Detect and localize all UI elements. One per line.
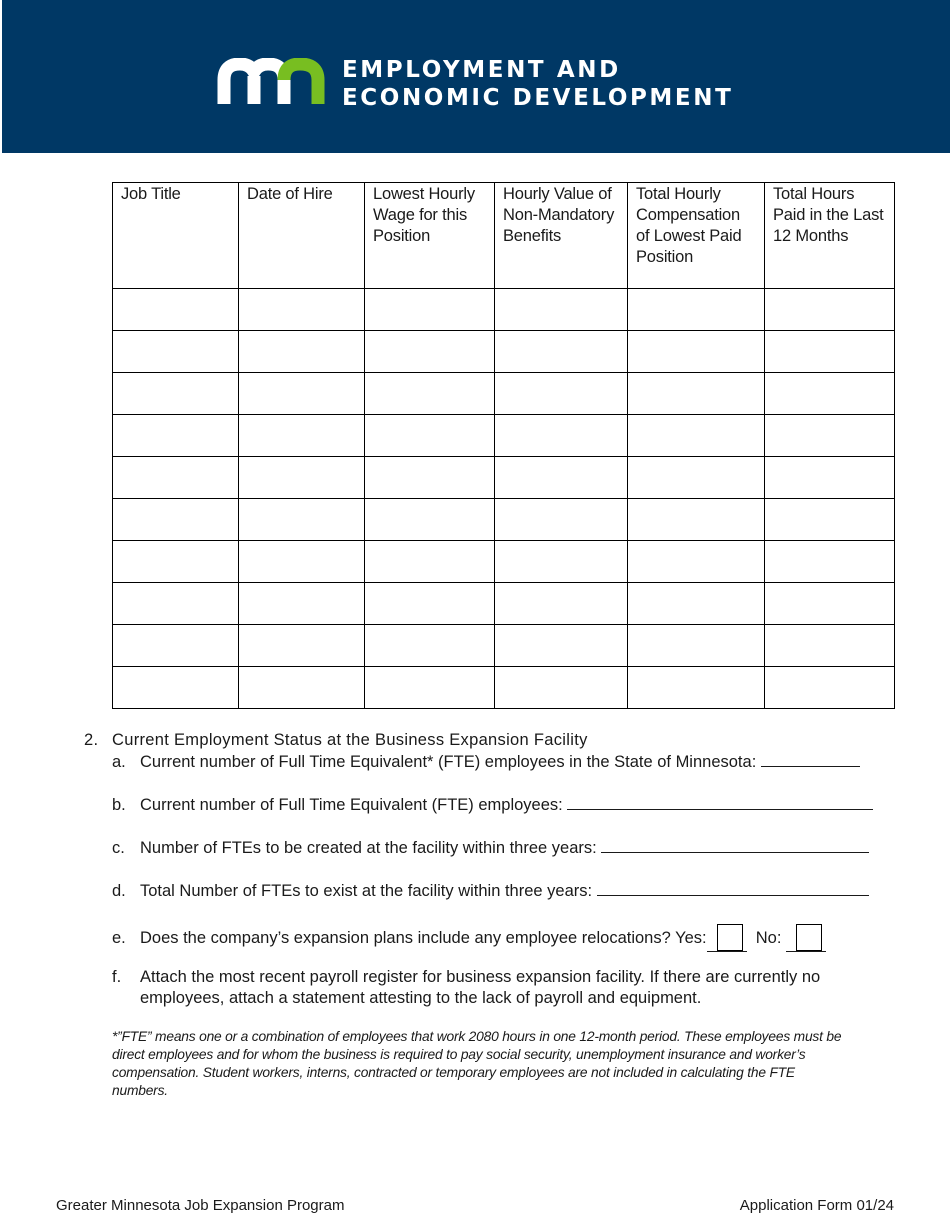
fte-total-field[interactable] (597, 881, 869, 896)
section-number: 2. (84, 731, 99, 749)
table-cell[interactable] (365, 499, 495, 541)
table-cell[interactable] (628, 331, 765, 373)
table-cell[interactable] (495, 499, 628, 541)
table-cell[interactable] (765, 667, 895, 709)
table-cell[interactable] (365, 373, 495, 415)
table-cell[interactable] (239, 499, 365, 541)
table-cell[interactable] (495, 583, 628, 625)
table-cell[interactable] (628, 415, 765, 457)
organization-name (342, 56, 733, 112)
table-cell[interactable] (765, 331, 895, 373)
fte-minnesota-field[interactable] (761, 752, 860, 767)
table-cell[interactable] (765, 499, 895, 541)
table-cell[interactable] (495, 415, 628, 457)
table-cell[interactable] (495, 289, 628, 331)
table-cell[interactable] (765, 289, 895, 331)
footnote-line4: numbers. (112, 1083, 168, 1098)
column-header-total-hours: Total Hours Paid in the Last 12 Months (765, 183, 895, 289)
table-cell[interactable] (628, 583, 765, 625)
table-cell[interactable] (365, 415, 495, 457)
table-row (113, 289, 895, 331)
table-cell[interactable] (113, 457, 239, 499)
table-cell[interactable] (113, 667, 239, 709)
table-body (113, 289, 895, 709)
table-cell[interactable] (765, 625, 895, 667)
table-cell[interactable] (113, 499, 239, 541)
table-cell[interactable] (628, 667, 765, 709)
table-cell[interactable] (495, 457, 628, 499)
item-text: Does the company’s expansion plans include any employee relocations? (140, 929, 671, 947)
organization-name-line2: ECONOMIC DEVELOPMENT (342, 85, 734, 111)
table-cell[interactable] (239, 625, 365, 667)
item-e-relocations (112, 924, 826, 952)
column-header-lowest-hourly-wage: Lowest Hourly Wage for this Position (365, 183, 495, 289)
table-row (113, 667, 895, 709)
fte-footnote (112, 1028, 902, 1100)
item-letter: e. (112, 929, 126, 947)
item-text: Current number of Full Time Equivalent (FTE) employees: (140, 796, 563, 814)
no-checkbox[interactable] (796, 924, 822, 951)
no-label: No: (755, 929, 782, 947)
table-row (113, 541, 895, 583)
item-f-payroll (112, 967, 820, 1009)
no-checkbox-wrap (786, 924, 826, 952)
table-row (113, 499, 895, 541)
table-cell[interactable] (495, 625, 628, 667)
table-cell[interactable] (239, 331, 365, 373)
table-cell[interactable] (628, 541, 765, 583)
table-cell[interactable] (765, 457, 895, 499)
table-cell[interactable] (239, 415, 365, 457)
item-text-line2: employees, attach a statement attesting to the lack of payroll and equipment. (140, 989, 702, 1007)
table-cell[interactable] (495, 331, 628, 373)
table-cell[interactable] (365, 667, 495, 709)
item-letter: b. (112, 796, 126, 814)
table-row (113, 583, 895, 625)
table-cell[interactable] (495, 667, 628, 709)
item-b-fte-current (112, 795, 873, 816)
table-cell[interactable] (113, 289, 239, 331)
footnote-line1: *”FTE” means one or a combination of employees that work 2080 hours in one 12-month period. These employees must be (112, 1029, 842, 1044)
yes-checkbox-wrap (707, 924, 747, 952)
item-text: Number of FTEs to be created at the facility within three years: (140, 839, 597, 857)
table-cell[interactable] (495, 541, 628, 583)
footer-form-version: Application Form 01/24 (739, 1197, 894, 1214)
column-header-date-of-hire: Date of Hire (239, 183, 365, 289)
fte-created-field[interactable] (601, 838, 869, 853)
footnote-line2: direct employees and for whom the business is required to pay social security, unemployment insurance and worker’s (112, 1047, 806, 1062)
item-a-fte-minnesota (112, 752, 860, 773)
table-cell[interactable] (765, 583, 895, 625)
table-row (113, 457, 895, 499)
table-cell[interactable] (113, 583, 239, 625)
table-cell[interactable] (113, 373, 239, 415)
table-cell[interactable] (628, 625, 765, 667)
table-cell[interactable] (365, 331, 495, 373)
table-cell[interactable] (628, 373, 765, 415)
table-cell[interactable] (113, 415, 239, 457)
table-cell[interactable] (113, 541, 239, 583)
table-cell[interactable] (239, 541, 365, 583)
item-text-block (140, 967, 820, 1009)
table-cell[interactable] (113, 331, 239, 373)
item-c-fte-created (112, 838, 869, 859)
table-cell[interactable] (365, 457, 495, 499)
table-cell[interactable] (239, 667, 365, 709)
yes-label: Yes: (675, 929, 707, 947)
table-cell[interactable] (239, 373, 365, 415)
column-header-hourly-benefits: Hourly Value of Non-Mandatory Benefits (495, 183, 628, 289)
item-d-fte-total (112, 881, 869, 902)
table-cell[interactable] (765, 373, 895, 415)
page-header (2, 0, 950, 153)
table-cell[interactable] (628, 457, 765, 499)
table-cell[interactable] (365, 625, 495, 667)
item-letter: d. (112, 882, 126, 900)
table-cell[interactable] (113, 625, 239, 667)
table-cell[interactable] (239, 457, 365, 499)
item-letter: a. (112, 753, 126, 771)
item-letter: f. (112, 968, 122, 986)
table-header-row (113, 183, 895, 289)
table-cell[interactable] (765, 541, 895, 583)
column-header-total-compensation: Total Hourly Compensation of Lowest Paid Position (628, 183, 765, 289)
section-title-text: Current Employment Status at the Business Expansion Facility (112, 731, 588, 749)
table-cell[interactable] (628, 499, 765, 541)
footer-program-name: Greater Minnesota Job Expansion Program (56, 1197, 345, 1214)
table-cell[interactable] (239, 289, 365, 331)
item-letter: c. (112, 839, 125, 857)
table-row (113, 625, 895, 667)
table-cell[interactable] (365, 289, 495, 331)
item-text: Current number of Full Time Equivalent* (FTE) employees in the State of Minnesota: (140, 753, 757, 771)
table-row (113, 331, 895, 373)
table-cell[interactable] (365, 583, 495, 625)
fte-current-field[interactable] (567, 795, 873, 810)
yes-checkbox[interactable] (717, 924, 743, 951)
table-row (113, 373, 895, 415)
table-cell[interactable] (495, 373, 628, 415)
minnesota-mn-logo-icon (216, 58, 328, 108)
item-text: Total Number of FTEs to exist at the facility within three years: (140, 882, 593, 900)
job-positions-table (112, 182, 895, 709)
table-cell[interactable] (765, 415, 895, 457)
section-title (84, 731, 588, 750)
footnote-line3: compensation. Student workers, interns, contracted or temporary employees are not included in calculating the FTE (112, 1065, 795, 1080)
organization-name-line1: EMPLOYMENT AND (342, 57, 621, 83)
item-text-line1: Attach the most recent payroll register for business expansion facility. If there are currently no (140, 968, 821, 986)
table-cell[interactable] (365, 541, 495, 583)
table-cell[interactable] (628, 289, 765, 331)
table-cell[interactable] (239, 583, 365, 625)
table-row (113, 415, 895, 457)
column-header-job-title: Job Title (113, 183, 239, 289)
